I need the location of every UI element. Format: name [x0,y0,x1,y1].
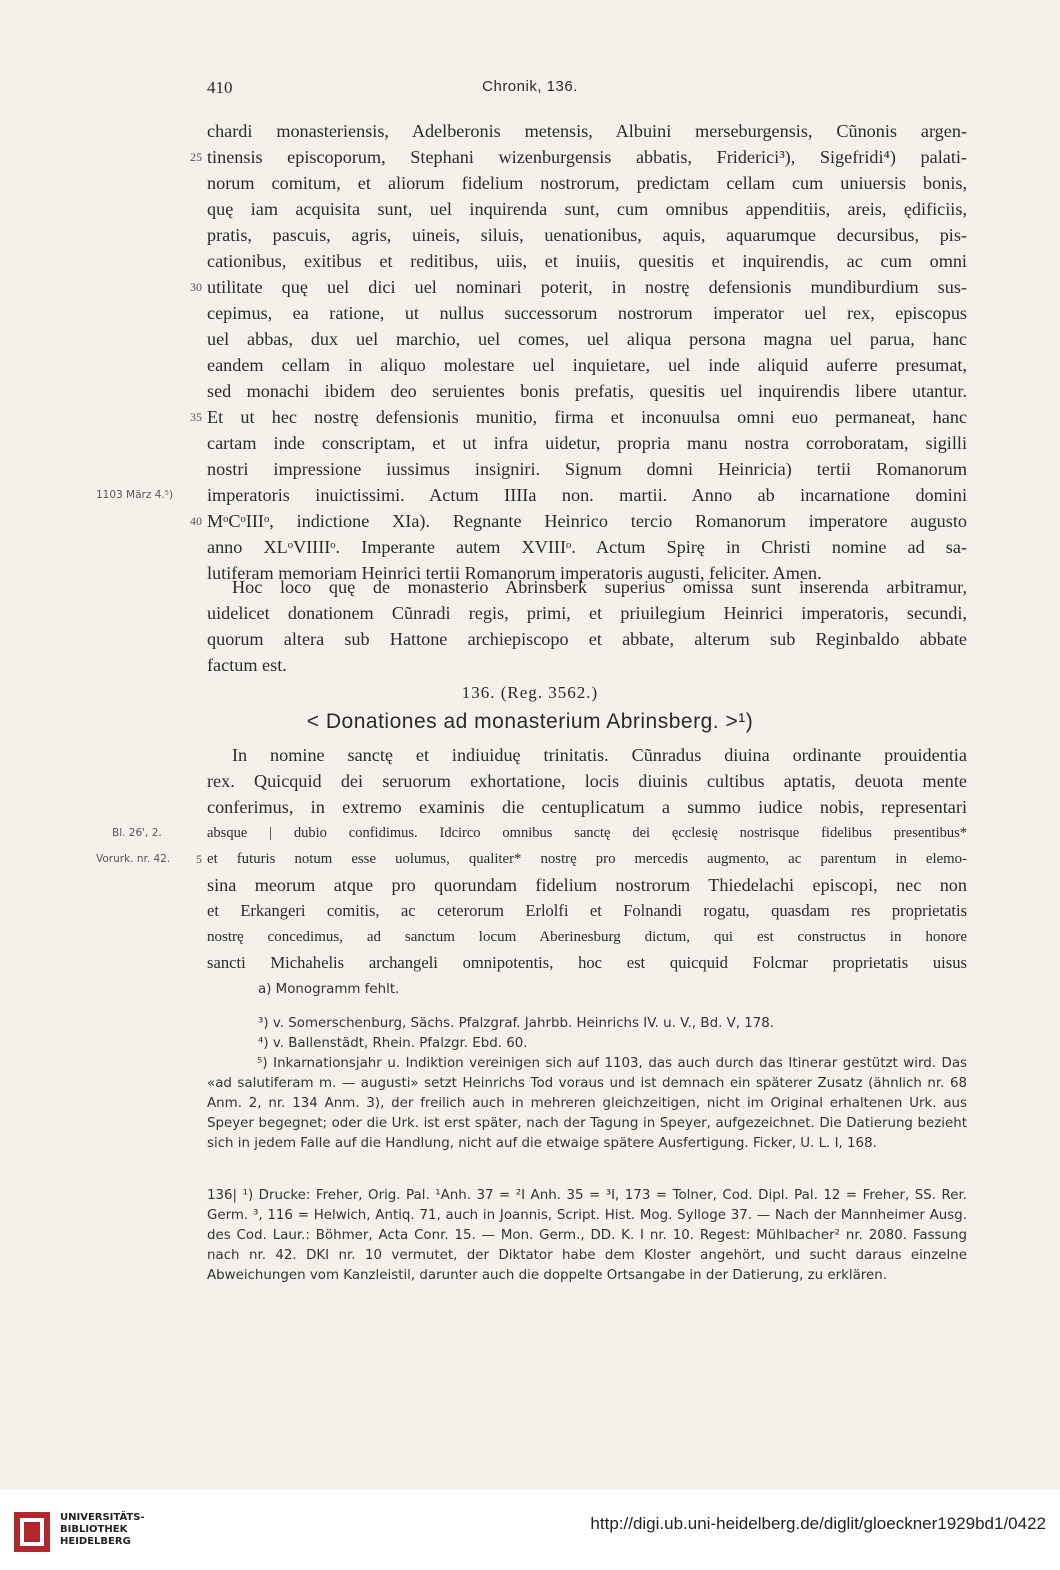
text-line: et futuris notum esse uolumus, qualiter* nostrę pro mercedis augmento, ac parentum in elemo- [207,851,967,867]
text-line: quę iam acquisita sunt, uel inquirenda sunt, cum omnibus appenditiis, areis, ędificiis, [207,199,967,219]
text-line: factum est. [207,655,287,675]
line-number: 25 [190,150,202,164]
text-line: eandem cellam in aliquo molestare uel inquietare, uel inde aliquid auferre presumat, [207,355,967,375]
text-line: imperatoris inuictissimi. Actum IIIIa non. martii. Anno ab incarnatione domini [207,485,967,505]
text-line: anno XLᵒVIIIIᵒ. Imperante autem XVIIIᵒ. Actum Spirę in Christi nomine ad sa- [207,537,967,557]
text-line: et Erkangeri comitis, ac ceterorum Erlolfi et Folnandi rogatu, quasdam res proprietatis [207,901,967,920]
text-line: cationibus, exitibus et reditibus, uiis, et inuiis, quesitis et inquirendis, ac cum omni [207,251,967,271]
footnote-4: ⁴) v. Ballenstädt, Rhein. Pfalzgr. Ebd. 60. [258,1036,528,1051]
line-number: 5 [196,852,202,866]
library-name: UNIVERSITÄTS- BIBLIOTHEK HEIDELBERG [60,1512,145,1547]
margin-note-date: 1103 März 4.⁵) [96,489,174,501]
text-line: sina meorum atque pro quorundam fidelium nostrorum Thiedelachi episcopi, nec non [207,875,967,895]
text-line: Et ut hec nostrę defensionis munitio, firma et inconuulsa omni euo permaneat, hanc [207,407,967,427]
text-line: nostri impressione iussimus insigniri. Signum domni Heinricia) tertii Romanorum [207,459,967,479]
document-title: < Donationes ad monasterium Abrinsberg. >¹) [306,710,754,733]
text-line: pratis, pascuis, agris, uineis, siluis, uenationibus, aquis, aquarumque decursibus, pis- [207,225,967,245]
margin-note-folio: Bl. 26', 2. [112,827,162,839]
text-line: conferimus, in extremo examinis die centuplicatum a summo iudice nobis, representari [207,797,967,817]
text-line: cepimus, ea ratione, ut nullus successorum nostrorum imperator uel rex, episcopus [207,303,967,323]
text-line: rex. Quicquid dei seruorum exhortatione, locis diuinis cultibus aptatis, deuota mente [207,771,967,791]
footnote-a: a) Monogramm fehlt. [258,982,400,997]
text-line: absque | dubio confidimus. Idcirco omnibus sanctę dei ęcclesię nostrisque fidelibus presentibus* [207,825,967,841]
page-header [0,74,1060,98]
text-line: uidelicet donationem Cũnradi regis, primi, et priuilegium Heinrici imperatoris, secundi, [207,603,967,623]
footnote-5: ⁵) Inkarnationsjahr u. Indiktion vereinigen sich auf 1103, das auch durch das Itinerar gestützt wird. Das «ad salutiferam m. — augusti» setzt Heinrichs Tod voraus und ist demnach ein späterer Zusatz (ähnlich nr. 68 Anm. 2, nr. 134 Anm. 3), der freilich auch in mehreren gleichzeitigen, nicht im Original erhaltenen Urk. aus Speyer begegnet; oder die Urk. ist erst später, nach der Tagung in Speyer, aufgezeichnet. Die Datierung bezieht sich in jedem Falle auf die Handlung, nicht auf die etwaige spätere Ausfertigung. Ficker, U. L. I, 168. [207,1056,967,1151]
text-line: quorum altera sub Hattone archiepiscopo et abbate, alterum sub Reginbaldo abbate [207,629,967,649]
running-title: Chronik, 136. [482,78,578,95]
margin-note-source: Vorurk. nr. 42. [96,853,171,865]
text-line: MᵒCᵒIIIᵒ, indictione XIa). Regnante Heinrico tercio Romanorum imperatore augusto [207,511,967,531]
text-line: In nomine sanctę et indiuiduę trinitatis. Cũnradus diuina ordinante prouidentia [232,745,967,765]
footnote-3: ³) v. Somerschenburg, Sächs. Pfalzgraf. Jahrbb. Heinrichs IV. u. V., Bd. V, 178. [258,1016,775,1031]
document-number: 136. (Reg. 3562.) [461,683,599,702]
line-number: 35 [190,410,202,424]
text-line: sancti Michahelis archangeli omnipotentis, hoc est quicquid Folcmar proprietatis uisus [207,953,967,972]
text-line: tinensis episcoporum, Stephani wizenburgensis abbatis, Friderici³), Sigefridi⁴) palati- [207,147,967,167]
text-line: Hoc loco quę de monasterio Abrinsberk superius omissa sunt inserenda arbitramur, [232,577,967,597]
text-line: norum comitum, et aliorum fidelium nostrorum, predictam cellam cum uniuersis bonis, [207,173,967,193]
footnote-136: 136| ¹) Drucke: Freher, Orig. Pal. ¹Anh. 37 = ²I Anh. 35 = ³I, 173 = Tolner, Cod. Dipl. Pal. 12 = Freher, SS. Rer. Germ. ³, 116 = Helwich, Antiq. 71, auch in Joannis, Script. Hist. Mog. Sylloge 37. — Nach der Mannheimer Ausg. des Cod. Laur.: Böhmer, Acta Conr. 15. — Mon. Germ., DD. K. I nr. 10. Regest: Mühlbacher² nr. 2080. Fassung nach nr. 42. DKI nr. 10 vermutet, der Diktator habe dem Kloster angehört, und sucht daraus einzelne Abweichungen vom Kanzleistil, darunter auch die doppelte Ortsangabe in der Datierung, zu erklären. [207,1188,967,1283]
text-line: uel abbas, dux uel marchio, uel comes, uel aliqua persona magna uel parua, hanc [207,329,967,349]
text-line: chardi monasteriensis, Adelberonis metensis, Albuini merseburgensis, Cũnonis argen- [207,121,967,141]
text-line: utilitate quę uel dici uel nominari poterit, in nostrę defensionis mundiburdium sus- [207,277,967,297]
text-line: cartam inde conscriptam, et ut infra uidetur, propria manu nostra corroboratam, sigilli [207,433,967,453]
source-link[interactable]: http://digi.ub.uni-heidelberg.de/diglit/gloeckner1929bd1/0422 [590,1514,1046,1533]
text-line: sed monachi ibidem deo seruientes bonis prefatis, quesitis uel inquirendis libere utantur. [207,381,967,401]
university-library-logo [14,1512,50,1552]
page-number: 410 [207,78,233,97]
footer-bar [0,1490,1060,1570]
line-number: 40 [190,514,202,528]
text-line: nostrę concedimus, ad sanctum locum Aberinesburg dictum, qui est constructus in honore [207,929,967,945]
line-number: 30 [190,280,202,294]
text-line: lutiferam memoriam Heinrici tertii Romanorum imperatoris augusti, feliciter. Amen. [207,563,822,583]
